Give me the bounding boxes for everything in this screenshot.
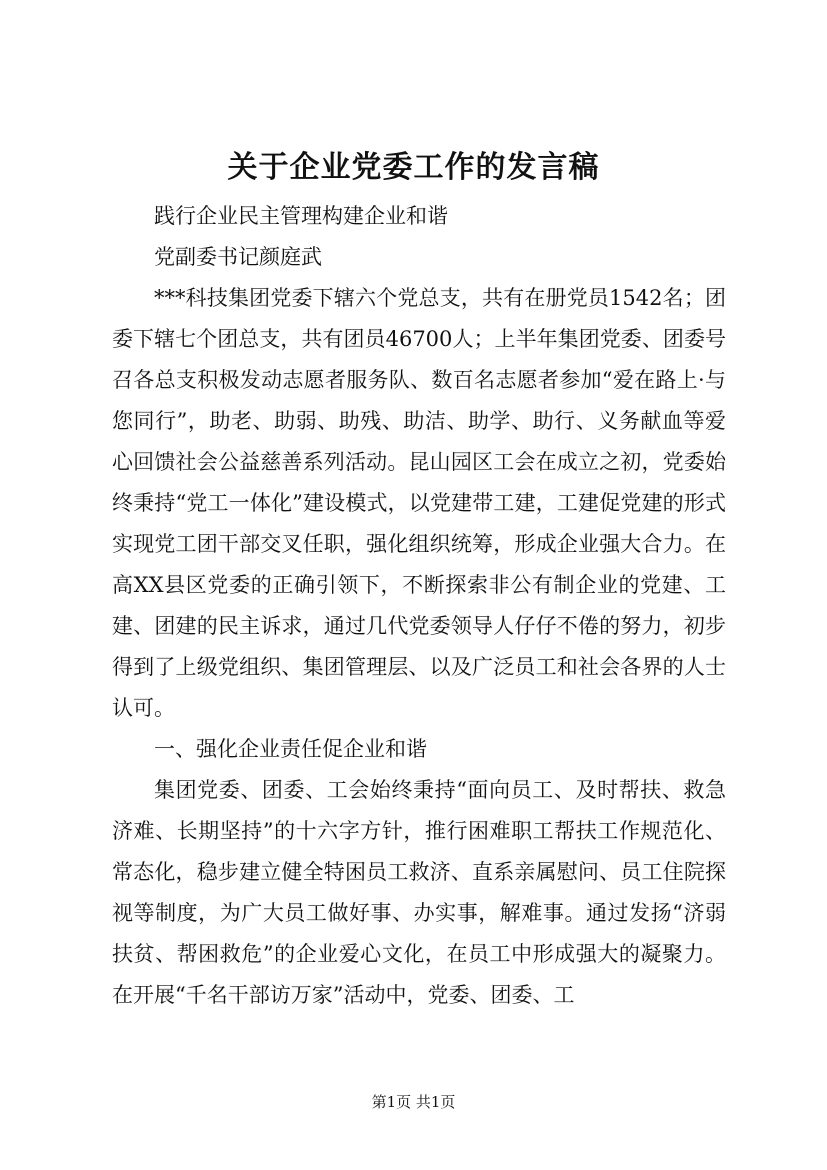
- author-paragraph: 党副委书记颜庭武: [154, 245, 322, 269]
- body-paragraph: 集团党委、团委、工会始终秉持“面向员工、及时帮扶、救急济难、长期坚持”的十六字方针，推行困难职工帮扶工作规范化、常态化，稳步建立健全特困员工救济、直系亲属慰问、员工住院探视等制度，为广大员工做好事、办实事，解难事。通过发扬“济弱扶贫、帮困救危”的企业爱心文化，在员工中形成强大的凝聚力。在开展“千名干部访万家”活动中，党委、团委、工: [112, 778, 726, 1007]
- document-body: [112, 196, 726, 1016]
- body-paragraph: ***科技集团党委下辖六个党总支，共有在册党员1542名；团委下辖七个团总支，共有团员46700人；上半年集团党委、团委号召各总支积极发动志愿者服务队、数百名志愿者参加“爱在路上·与您同行”，助老、助弱、助残、助洁、助学、助行、义务献血等爱心回馈社会公益慈善系列活动。昆山园区工会在成立之初，党委始终秉持“党工一体化”建设模式，以党建带工建，工建促党建的形式实现党工团干部交叉任职，强化组织统筹，形成企业强大合力。在高XX县区党委的正确引领下，不断探索非公有制企业的党建、工建、团建的民主诉求，通过几代党委领导人仔仔不倦的努力，初步得到了上级党组织、集团管理层、以及广泛员工和社会各界的人士认可。: [112, 286, 726, 720]
- subtitle-paragraph: 践行企业民主管理构建企业和谐: [154, 204, 448, 228]
- section-heading: 一、强化企业责任促企业和谐: [154, 737, 427, 761]
- page-footer: 第1页 共1页: [371, 1093, 456, 1111]
- document-title: 关于企业党委工作的发言稿: [227, 150, 600, 185]
